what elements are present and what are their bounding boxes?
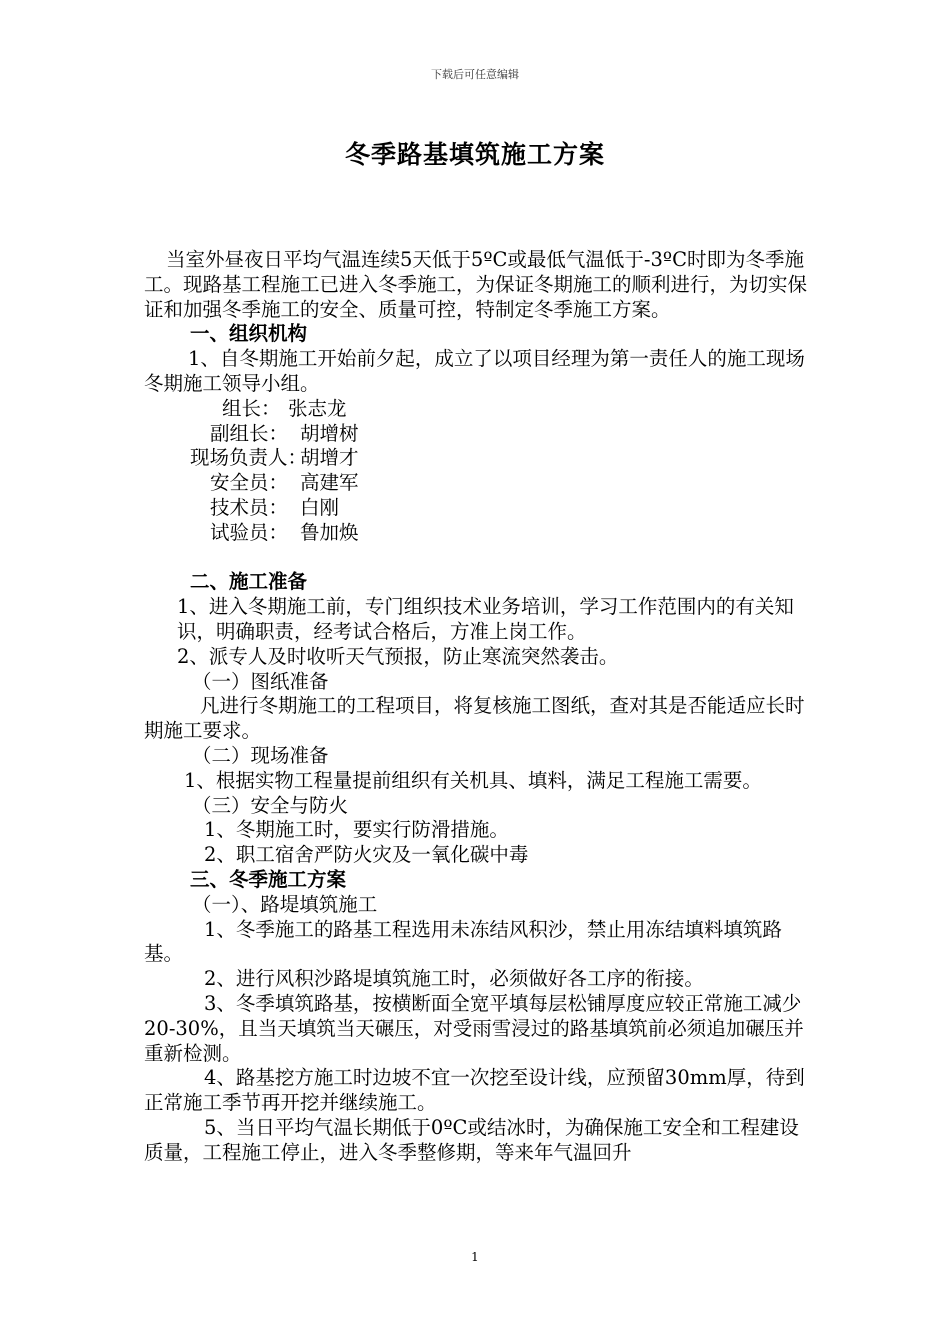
roster-row: [144, 471, 812, 496]
roster-name: 白刚: [300, 495, 340, 519]
roster-name: 张志龙: [288, 396, 347, 420]
paragraph: 3、冬季填筑路基，按横断面全宽平填每层松铺厚度应较正常施工减少20-30%，且当天填筑当天碾压，对受雨雪浸过的路基填筑前必须追加碾压并重新检测。: [144, 991, 804, 1065]
roster-role: 技术员：: [210, 495, 289, 519]
section-heading-organization: 一、组织机构: [190, 322, 308, 346]
paragraph: 1、冬季施工的路基工程选用未冻结风积沙，禁止用冻结填料填筑路基。: [144, 917, 782, 966]
intro-paragraph: 当室外昼夜日平均气温连续5天低于5ºC或最低气温低于-3ºC时即为冬季施工。现路基工程施工已进入冬季施工，为保证冬期施工的顺利进行，为切实保证和加强冬季施工的安全、质量可控，特制定冬季施工方案。: [144, 248, 808, 321]
paragraph: 4、路基挖方施工时边坡不宜一次挖至设计线，应预留30mm厚，待到正常施工季节再开挖并继续施工。: [144, 1066, 805, 1115]
roster-role: 现场负责人：: [190, 446, 308, 470]
roster-row: [144, 397, 812, 422]
roster-row: [144, 422, 812, 447]
section-heading-preparation: 二、施工准备: [190, 570, 308, 594]
roster-role: 试验员：: [210, 520, 289, 544]
section-heading-winter-plan: 三、冬季施工方案: [190, 867, 347, 891]
roster-name: 鲁加焕: [300, 520, 359, 544]
roster-role: 组长：: [222, 396, 281, 420]
paragraph: 2、进行风积沙路堤填筑施工时，必须做好各工序的衔接。: [204, 967, 704, 991]
document-body: [144, 248, 812, 1165]
paragraph: 2、派专人及时收听天气预报，防止寒流突然袭击。: [177, 644, 619, 668]
roster-name: 高建军: [300, 471, 359, 495]
roster-name: 胡增树: [300, 421, 359, 445]
paragraph: 5、当日平均气温长期低于0ºC或结冰时，为确保施工安全和工程建设质量，工程施工停止，进入冬季整修期，等来年气温回升: [144, 1115, 799, 1164]
blank-line: [144, 546, 812, 571]
paragraph: 1、冬期施工时，要实行防滑措施。: [204, 818, 509, 842]
subsection-heading: （一）、路堤填筑施工: [192, 892, 378, 916]
paragraph: 1、根据实物工程量提前组织有关机具、填料，满足工程施工需要。: [184, 768, 762, 792]
roster-row: [144, 496, 812, 521]
subsection-heading: （二）现场准备: [192, 743, 329, 767]
document-title: 冬季路基填筑施工方案: [344, 140, 605, 169]
roster-name: 胡增才: [300, 446, 359, 470]
roster-row: [144, 521, 812, 546]
paragraph: 1、自冬期施工开始前夕起，成立了以项目经理为第一责任人的施工现场冬期施工领导小组。: [144, 347, 805, 395]
subsection-heading: （三）安全与防火: [192, 793, 349, 817]
roster-role: 安全员：: [210, 471, 289, 495]
subsection-heading: （一）图纸准备: [192, 669, 329, 693]
roster-role: 副组长：: [210, 421, 289, 445]
paragraph: 凡进行冬期施工的工程项目，将复核施工图纸，查对其是否能适应长时期施工要求。: [144, 694, 805, 743]
page-header: 下载后可任意编辑: [431, 68, 519, 81]
roster-row: [144, 446, 812, 471]
paragraph: 1、进入冬期施工前，专门组织技术业务培训，学习工作范围内的有关知识，明确职责，经考试合格后，方准上岗工作。: [177, 595, 794, 643]
page-number: 1: [471, 1250, 479, 1264]
paragraph: 2、职工宿舍严防火灾及一氧化碳中毒: [204, 843, 529, 867]
